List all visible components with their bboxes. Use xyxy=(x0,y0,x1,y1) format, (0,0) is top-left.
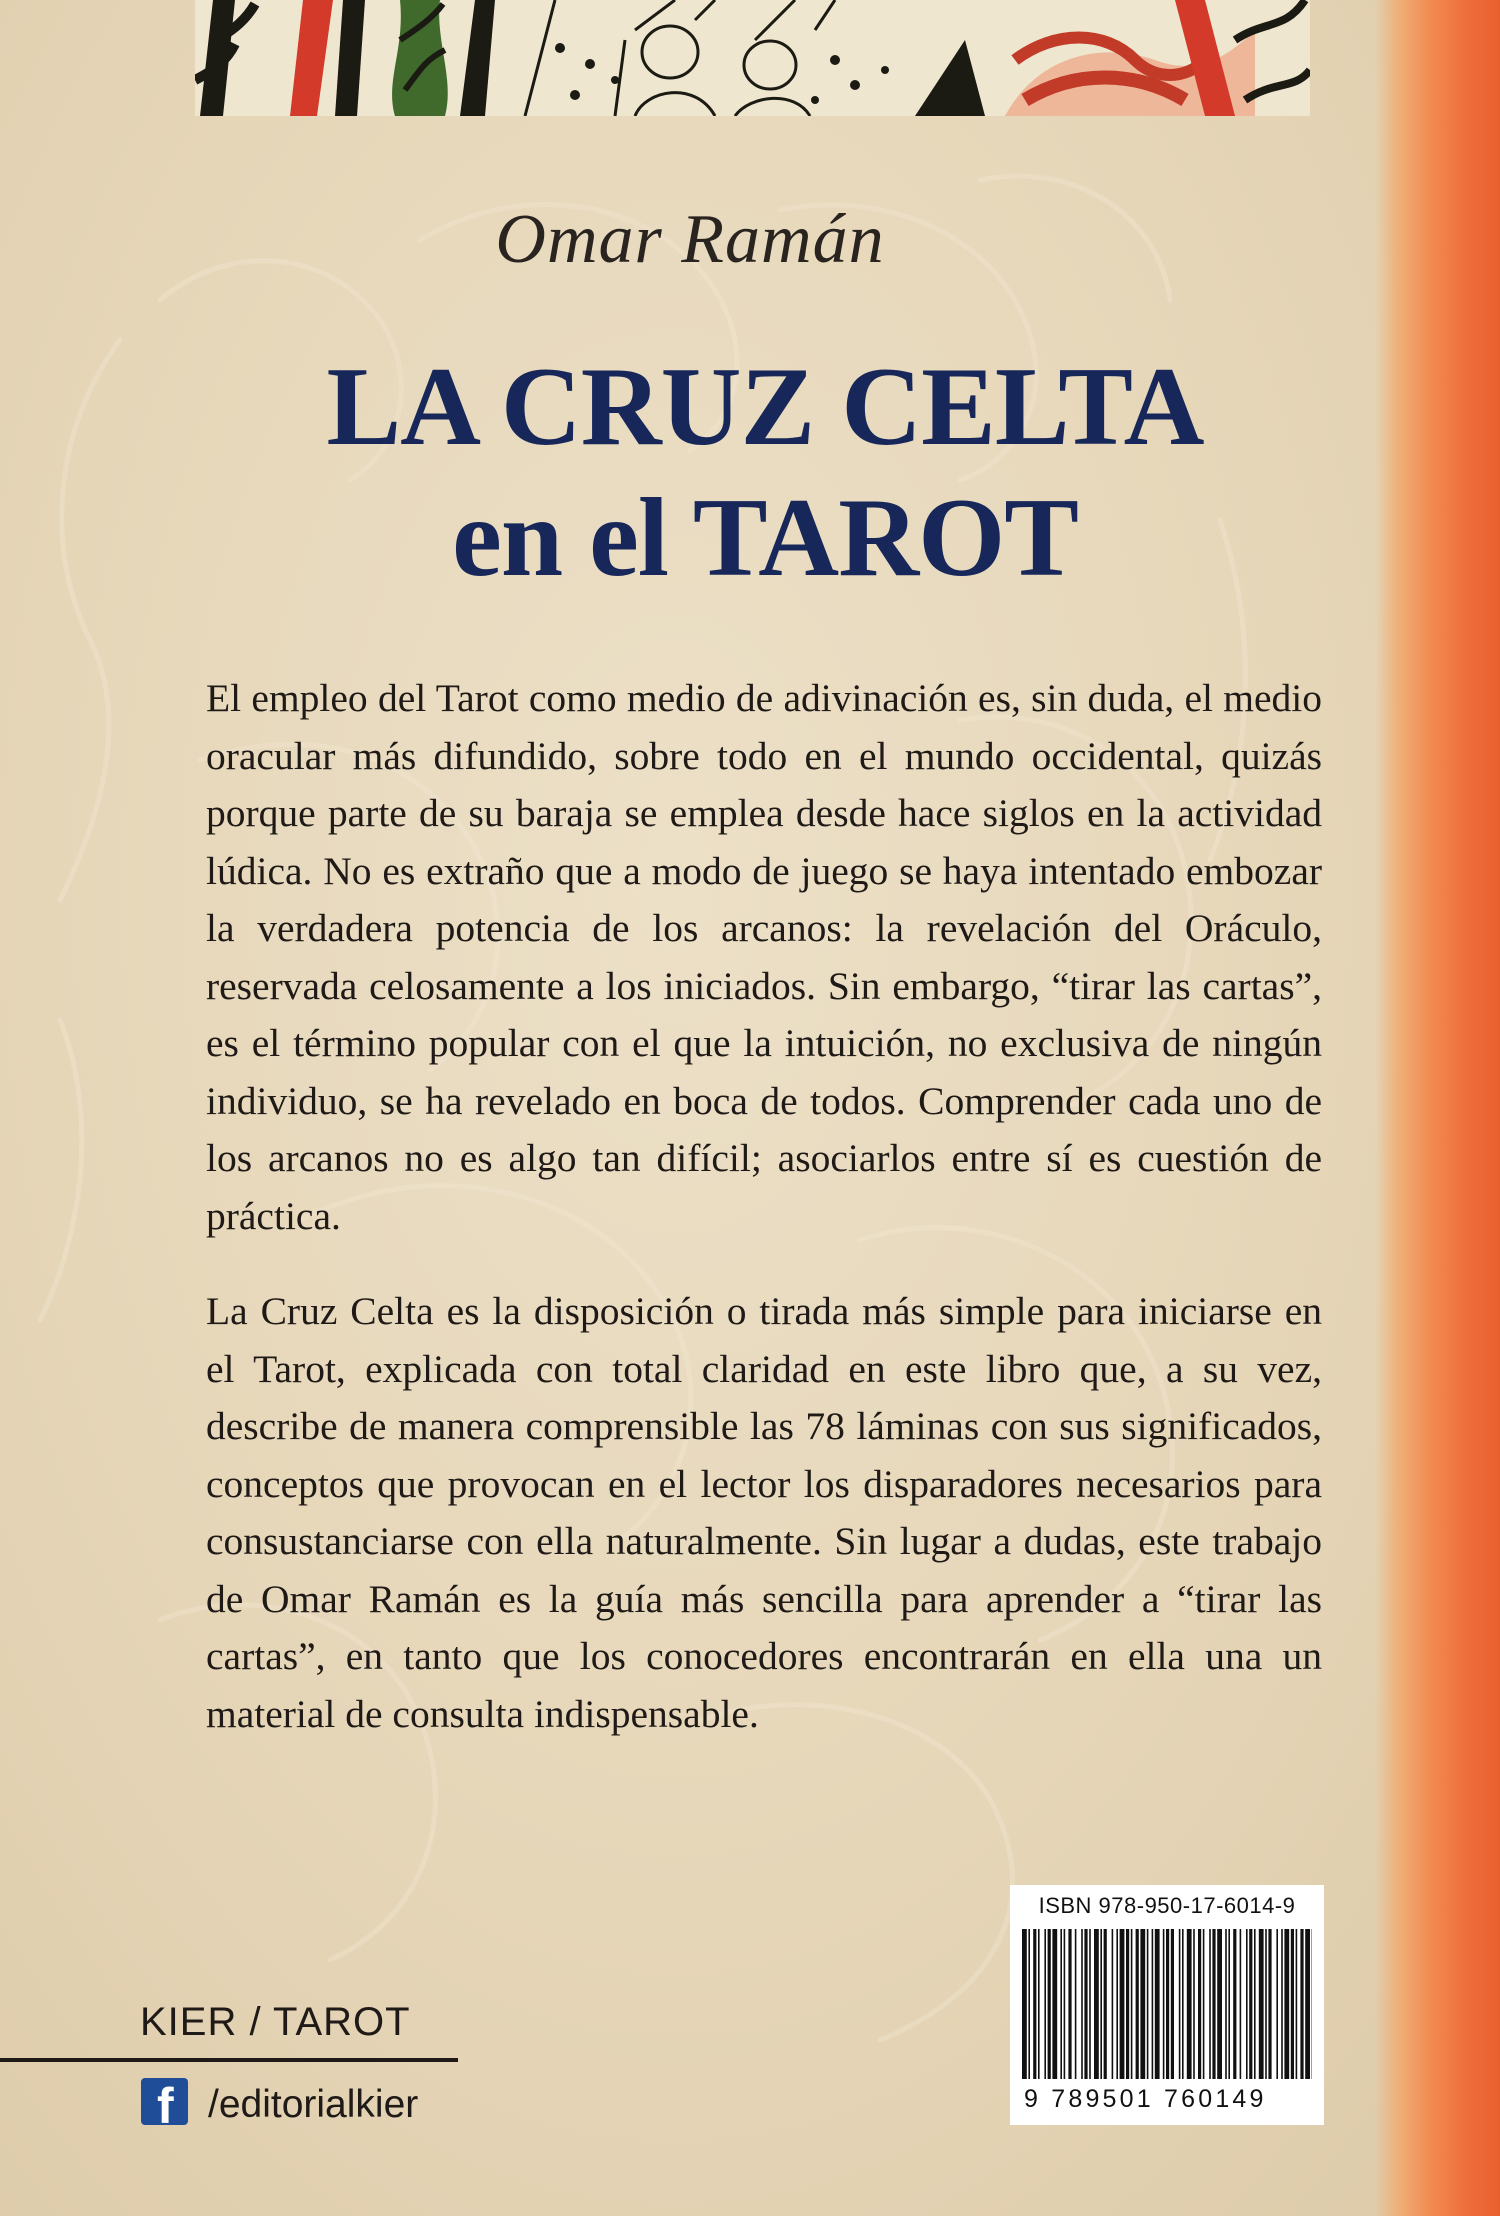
facebook-icon: f xyxy=(141,2078,188,2125)
barcode-digits: 9 789501 760149 xyxy=(1024,2085,1267,2113)
book-title-line-1: LA CRUZ CELTA xyxy=(326,345,1204,469)
synopsis-paragraph-1: El empleo del Tarot como medio de adivinación es, sin duda, el medio oracular más difundido, sobre todo en el mundo occidental, quizás porque parte de su baraja se emplea desde hace siglos en la actividad lúdica. No es extraño que a modo de juego se haya intentado embozar la verdadera potencia de los arcanos: la revelación del Oráculo, reservada celosamente a los iniciados. Sin embargo, “tirar las cartas”, es el término popular con el que la intuición, no exclusiva de ningún individuo, se ha revelado en boca de todos. Comprender cada uno de los arcanos no es algo tan difícil; asociarlos entre sí es cuestión de práctica. xyxy=(206,676,1322,1238)
publisher-collection: KIER / TAROT xyxy=(140,2000,411,2044)
tarot-card-banner xyxy=(195,0,1310,116)
facebook-handle: /editorialkier xyxy=(208,2083,419,2126)
isbn-label: ISBN 978-950-17-6014-9 xyxy=(1038,1893,1296,1918)
publisher-divider xyxy=(0,2058,458,2062)
isbn-barcode xyxy=(1010,1885,1324,2125)
author-name: Omar Ramán xyxy=(495,201,885,278)
barcode-bars xyxy=(1022,1929,1312,2087)
synopsis-paragraph-2: La Cruz Celta es la disposición o tirada más simple para iniciarse en el Tarot, explicada con total claridad en este libro que, a su vez, describe de manera comprensible las 78 láminas con sus significados, conceptos que provocan en el lector los disparadores necesarios para consustanciarse con ella naturalmente. Sin lugar a dudas, este trabajo de Omar Ramán es la guía más sencilla para aprender a “tirar las cartas”, en tanto que los conocedores encontrarán en ella una un material de consulta indispensable. xyxy=(206,1289,1322,1736)
spine-edge xyxy=(1375,0,1500,2216)
book-title-line-2: en el TAROT xyxy=(452,476,1078,600)
